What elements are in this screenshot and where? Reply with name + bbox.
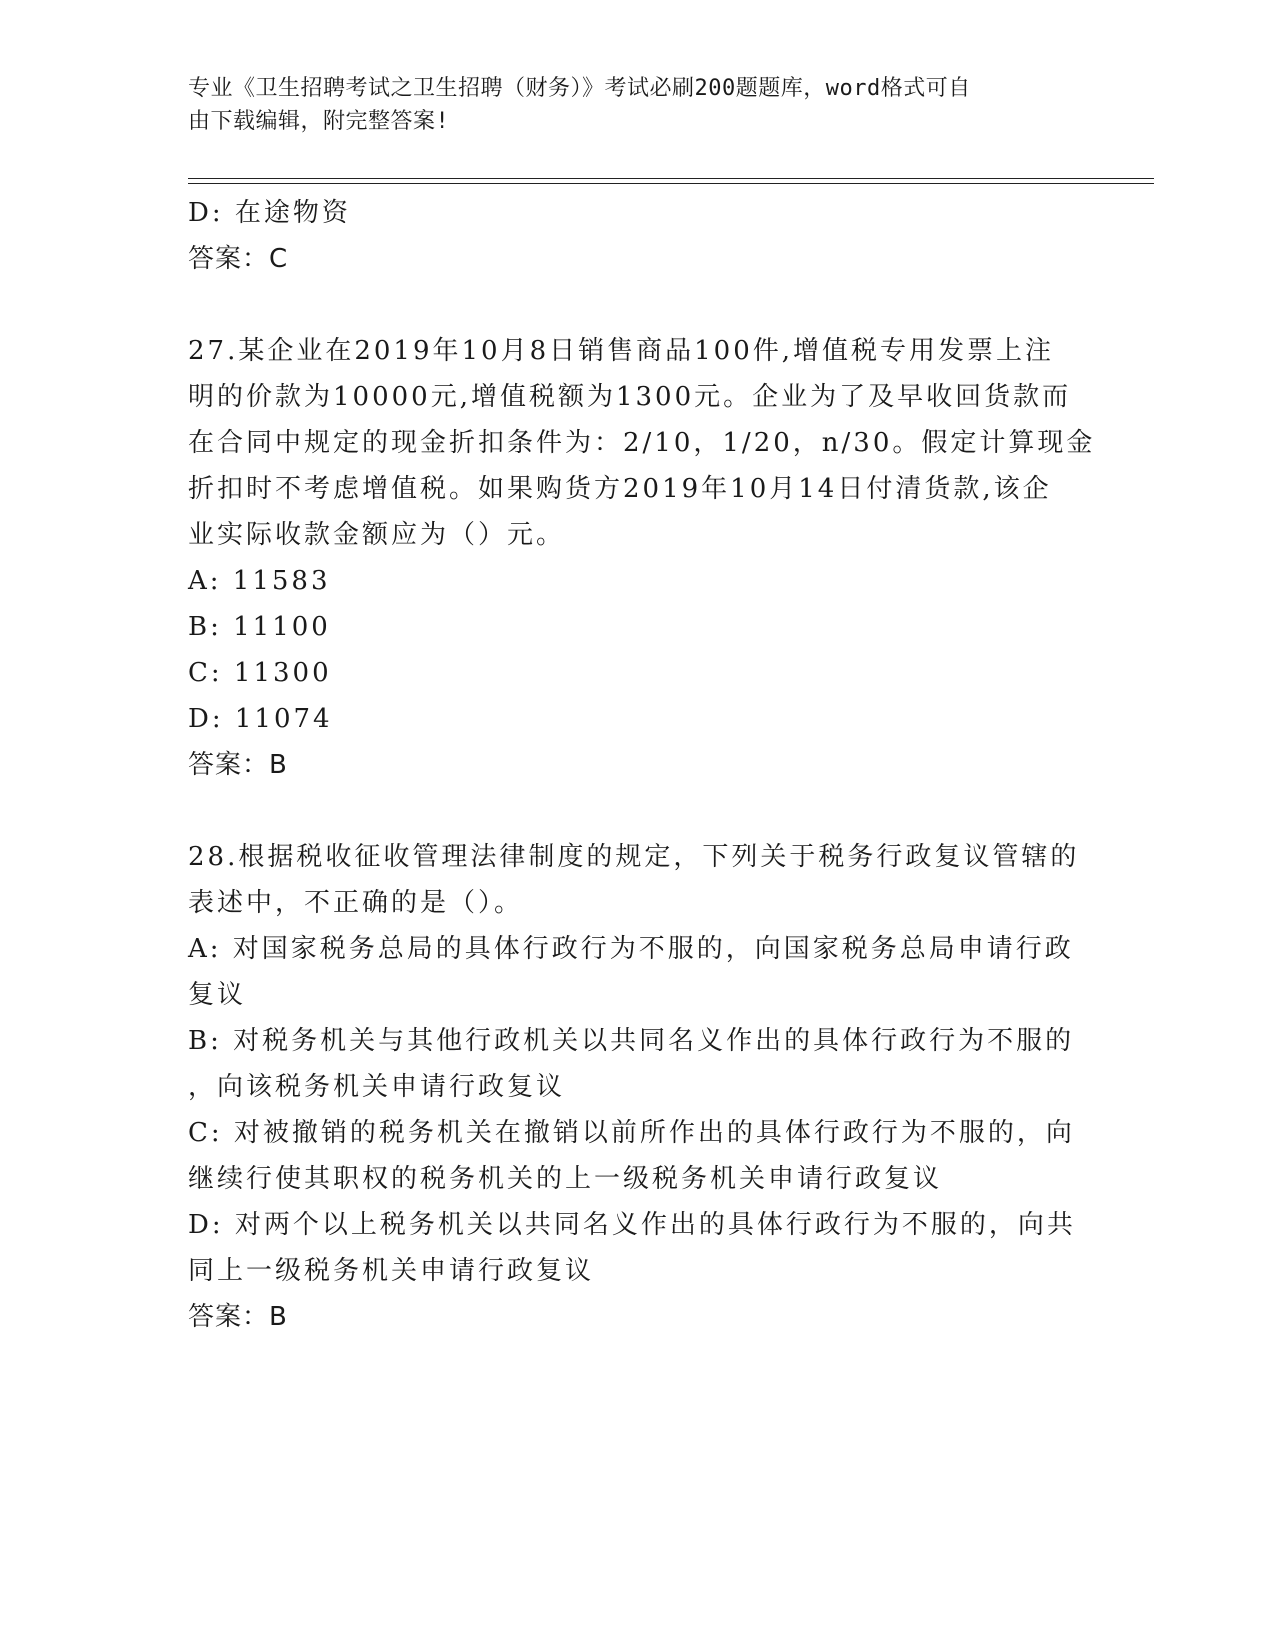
q27-option-c: C: 11300 [188, 658, 332, 688]
header-rule-bottom [188, 183, 1154, 184]
prev-option-d: D: 在途物资 [188, 198, 351, 228]
document-header [188, 72, 1068, 138]
prev-answer: 答案：C [188, 244, 289, 274]
q28-option-b: B: 对税务机关与其他行政机关以共同名义作出的具体行政行为不服的 [188, 1026, 1075, 1056]
header-rule-top [188, 178, 1154, 179]
q27-stem-line: 27.某企业在2019年10月8日销售商品100件,增值税专用发票上注 [188, 336, 1055, 366]
header-line-2: 由下载编辑，附完整答案! [188, 109, 450, 134]
q28-option-c-cont: 继续行使其职权的税务机关的上一级税务机关申请行政复议 [188, 1164, 943, 1194]
q28-stem-line: 28.根据税收征收管理法律制度的规定，下列关于税务行政复议管辖的 [188, 842, 1080, 872]
question-28 [188, 834, 1088, 1340]
q27-answer: 答案：B [188, 750, 288, 780]
q28-option-c: C: 对被撤销的税务机关在撤销以前所作出的具体行政行为不服的，向 [188, 1118, 1075, 1148]
document-body [188, 190, 1096, 1340]
q28-option-d-cont: 同上一级税务机关申请行政复议 [188, 1256, 595, 1286]
q28-option-a-cont: 复议 [188, 980, 247, 1010]
q27-stem-line: 在合同中规定的现金折扣条件为：2/10，1/20，n/30。假定计算现金 [188, 428, 1096, 458]
q27-option-d: D: 11074 [188, 704, 333, 734]
question-27 [188, 328, 1096, 788]
header-line-1: 专业《卫生招聘考试之卫生招聘（财务）》考试必刷200题题库，word格式可自 [188, 76, 971, 101]
q27-stem-line: 业实际收款金额应为（）元。 [188, 520, 566, 550]
q27-stem-line: 折扣时不考虑增值税。如果购货方2019年10月14日付清货款,该企 [188, 474, 1052, 504]
q27-option-a: A: 11583 [188, 566, 331, 596]
q27-stem-line: 明的价款为10000元,增值税额为1300元。企业为了及早收回货款而 [188, 382, 1072, 412]
q28-answer: 答案：B [188, 1302, 288, 1332]
q28-option-b-cont: ，向该税务机关申请行政复议 [188, 1072, 566, 1102]
q27-option-b: B: 11100 [188, 612, 331, 642]
spacer [188, 788, 1088, 834]
q28-option-d: D: 对两个以上税务机关以共同名义作出的具体行政行为不服的，向共 [188, 1210, 1076, 1240]
q28-option-a: A: 对国家税务总局的具体行政行为不服的，向国家税务总局申请行政 [188, 934, 1074, 964]
spacer [188, 282, 1088, 328]
q28-stem-line: 表述中，不正确的是（）。 [188, 888, 524, 918]
